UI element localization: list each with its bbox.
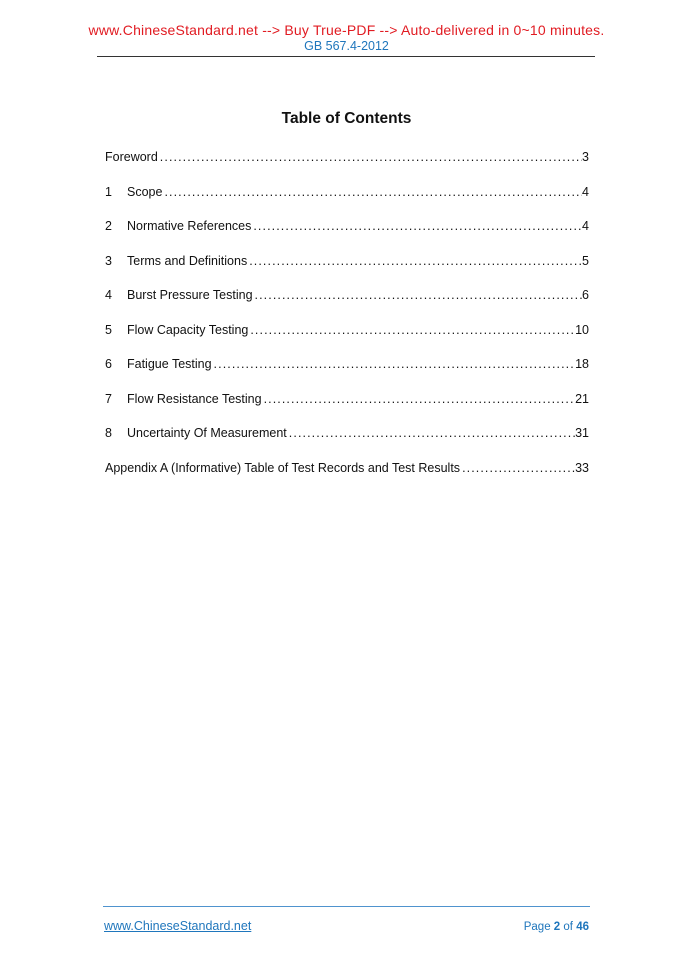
toc-entry-label: Foreword <box>105 150 158 164</box>
toc-entry[interactable] <box>105 288 589 323</box>
toc-entry-page: 21 <box>575 391 589 406</box>
toc-entry-page: 5 <box>582 253 589 268</box>
toc-entry-page: 6 <box>582 288 589 302</box>
toc-entry-label: Terms and Definitions <box>127 253 248 268</box>
toc-entry[interactable] <box>105 392 589 427</box>
current-page: 2 <box>553 921 561 933</box>
footer-divider <box>103 906 590 907</box>
toc-list <box>105 150 589 495</box>
toc-entry-label: Scope <box>127 184 163 199</box>
toc-entry-number: 8 <box>105 426 112 440</box>
page-word: Page <box>523 921 551 933</box>
toc-leader-dots <box>460 461 575 475</box>
toc-entry-number: 4 <box>105 288 112 302</box>
toc-leader-dots <box>251 219 582 233</box>
toc-leader-dots <box>262 392 576 406</box>
page-number-indicator <box>524 921 589 933</box>
total-pages: 46 <box>576 921 589 933</box>
toc-entry-number: 6 <box>105 357 112 371</box>
toc-entry[interactable] <box>105 323 589 358</box>
toc-entry-number: 1 <box>105 184 112 199</box>
toc-entry[interactable] <box>105 185 589 220</box>
toc-entry-page: 18 <box>575 357 589 371</box>
header-divider <box>97 56 595 57</box>
toc-leader-dots <box>253 288 583 302</box>
toc-entry-label: Flow Resistance Testing <box>127 391 262 406</box>
toc-entry[interactable] <box>105 461 589 496</box>
toc-entry-page: 4 <box>582 219 589 233</box>
toc-leader-dots <box>247 254 582 268</box>
toc-entry-label: Flow Capacity Testing <box>127 322 249 337</box>
toc-entry[interactable] <box>105 150 589 185</box>
toc-entry[interactable] <box>105 254 589 289</box>
toc-leader-dots <box>248 323 575 337</box>
toc-entry[interactable] <box>105 219 589 254</box>
toc-entry-page: 31 <box>575 426 589 440</box>
toc-entry[interactable] <box>105 426 589 461</box>
toc-entry-label: Uncertainty Of Measurement <box>127 426 287 440</box>
toc-entry-page: 3 <box>582 150 589 164</box>
toc-leader-dots <box>287 426 575 440</box>
page-title: Table of Contents <box>281 110 412 127</box>
toc-entry-number: 5 <box>105 322 112 337</box>
toc-leader-dots <box>162 185 582 199</box>
of-word: of <box>563 921 573 933</box>
toc-entry-number: 2 <box>105 219 112 233</box>
standard-code: GB 567.4-2012 <box>304 39 389 53</box>
toc-leader-dots <box>212 357 576 371</box>
toc-entry-page: 33 <box>575 460 589 475</box>
toc-entry-label: Normative References <box>127 219 252 233</box>
buy-pdf-banner-link[interactable]: www.ChineseStandard.net --> Buy True-PDF --> Auto-delivered in 0~10 minutes. <box>88 22 605 38</box>
toc-entry-label: Appendix A (Informative) Table of Test Records and Test Results <box>105 460 461 475</box>
toc-entry-page: 10 <box>575 322 589 337</box>
toc-entry[interactable] <box>105 357 589 392</box>
toc-entry-page: 4 <box>582 184 589 199</box>
toc-entry-number: 3 <box>105 253 112 268</box>
toc-entry-number: 7 <box>105 391 112 406</box>
toc-leader-dots <box>158 150 582 164</box>
footer-site-link[interactable]: www.ChineseStandard.net <box>104 919 252 933</box>
toc-entry-label: Fatigue Testing <box>127 357 212 371</box>
toc-entry-label: Burst Pressure Testing <box>127 288 253 302</box>
